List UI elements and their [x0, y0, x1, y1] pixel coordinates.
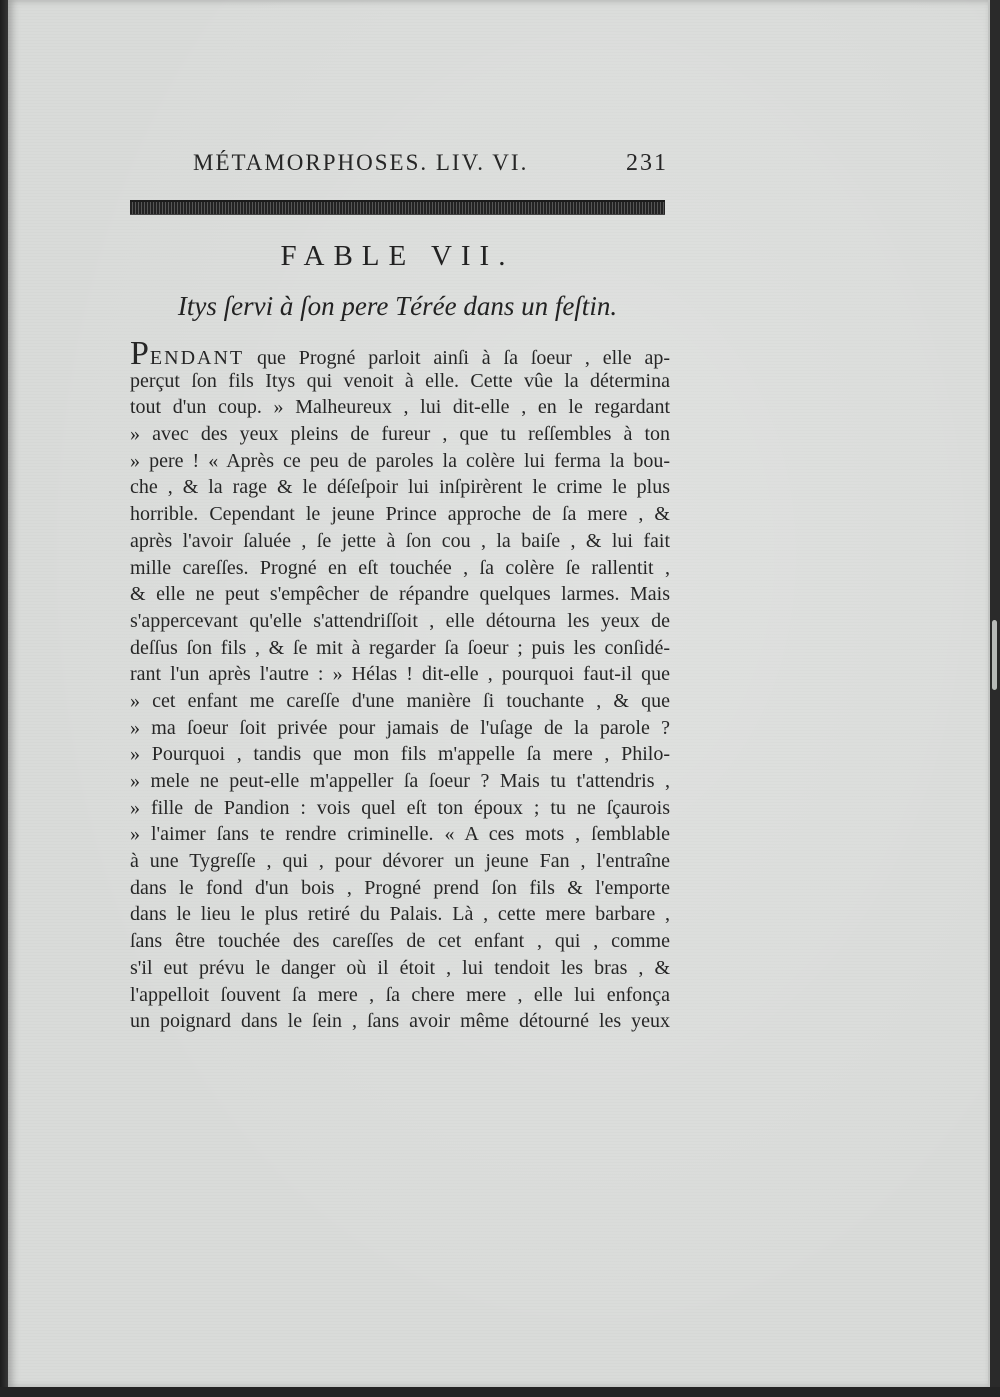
text-line: che , & la rage & le déſeſpoir lui inſpirèrent le crime le plus — [130, 476, 670, 499]
fable-subtitle: Itys ſervi à ſon pere Térée dans un feſtin. — [177, 291, 618, 321]
text-line: s'appercevant qu'elle s'attendriſſoit , elle détourna les yeux de — [130, 609, 670, 632]
text-line: » cet enfant me careſſe d'une manière ſi touchante , & que — [130, 689, 670, 712]
text-line: rant l'un après l'autre : » Hélas ! dit-elle , pourquoi faut-il que — [130, 663, 670, 686]
text-line: dans le fond d'un bois , Progné prend ſon fils & l'emporte — [130, 876, 670, 899]
text-line: à une Tygreſſe , qui , pour dévorer un jeune Fan , l'entraîne — [130, 850, 670, 873]
text-line: l'appelloit ſouvent ſa mere , ſa chere mere , elle lui enfonça — [130, 983, 670, 1006]
text-line: » l'aimer ſans te rendre criminelle. « A ces mots , ſemblable — [130, 823, 670, 846]
body-text — [130, 335, 670, 1035]
text-line: » fille de Pandion : vois quel eſt ton époux ; tu ne ſçaurois — [130, 796, 670, 819]
text-line — [130, 335, 670, 372]
drop-cap-initial: P — [130, 335, 150, 372]
text-line: horrible. Cependant le jeune Prince approche de ſa mere , & — [130, 503, 670, 526]
text-line-content: que Progné parloit ainſi à ſa ſoeur , elle ap- — [244, 347, 670, 369]
text-line: & elle ne peut s'empêcher de répandre quelques larmes. Mais — [130, 583, 670, 606]
opening-small-caps: ENDANT — [149, 347, 245, 369]
text-line: perçut ſon fils Itys qui venoit à elle. Cette vûe la détermina — [130, 369, 670, 392]
text-line: ſans être touchée des careſſes de cet enfant , qui , comme — [130, 930, 670, 953]
text-line: » Pourquoi , tandis que mon fils m'appelle ſa mere , Philo- — [130, 743, 670, 766]
text-line: un poignard dans le ſein , ſans avoir même détourné les yeux — [130, 1010, 670, 1033]
fable-heading: FABLE VII. — [280, 240, 515, 272]
running-head-title: MÉTAMORPHOSES. LIV. VI. — [193, 150, 529, 175]
ornamental-rule — [130, 200, 665, 215]
scan-bottom-edge — [0, 1387, 1000, 1397]
text-line: mille careſſes. Progné en eſt touchée , ſa colère ſe rallentit , — [130, 556, 670, 579]
text-line: après l'avoir ſaluée , ſe jette à ſon cou , la baiſe , & lui fait — [130, 529, 670, 552]
text-line: » avec des yeux pleins de fureur , que tu reſſembles à ton — [130, 423, 670, 446]
text-line: dans le lieu le plus retiré du Palais. Là , cette mere barbare , — [130, 903, 670, 926]
text-line: tout d'un coup. » Malheureux , lui dit-elle , en le regardant — [130, 396, 670, 419]
text-line: » pere ! « Après ce peu de paroles la colère lui ferma la bou- — [130, 449, 670, 472]
page-edge-tab — [992, 620, 997, 690]
page-number: 231 — [626, 150, 668, 176]
text-line: » mele ne peut-elle m'appeller ſa ſoeur ? Mais tu t'attendris , — [130, 770, 670, 792]
text-line: deſſus ſon fils , & ſe mit à regarder ſa ſoeur ; puis les conſidé- — [130, 636, 670, 659]
text-line: s'il eut prévu le danger où il étoit , lui tendoit les bras , & — [130, 956, 670, 979]
text-line: » ma ſoeur ſoit privée pour jamais de l'uſage de la parole ? — [130, 716, 670, 739]
